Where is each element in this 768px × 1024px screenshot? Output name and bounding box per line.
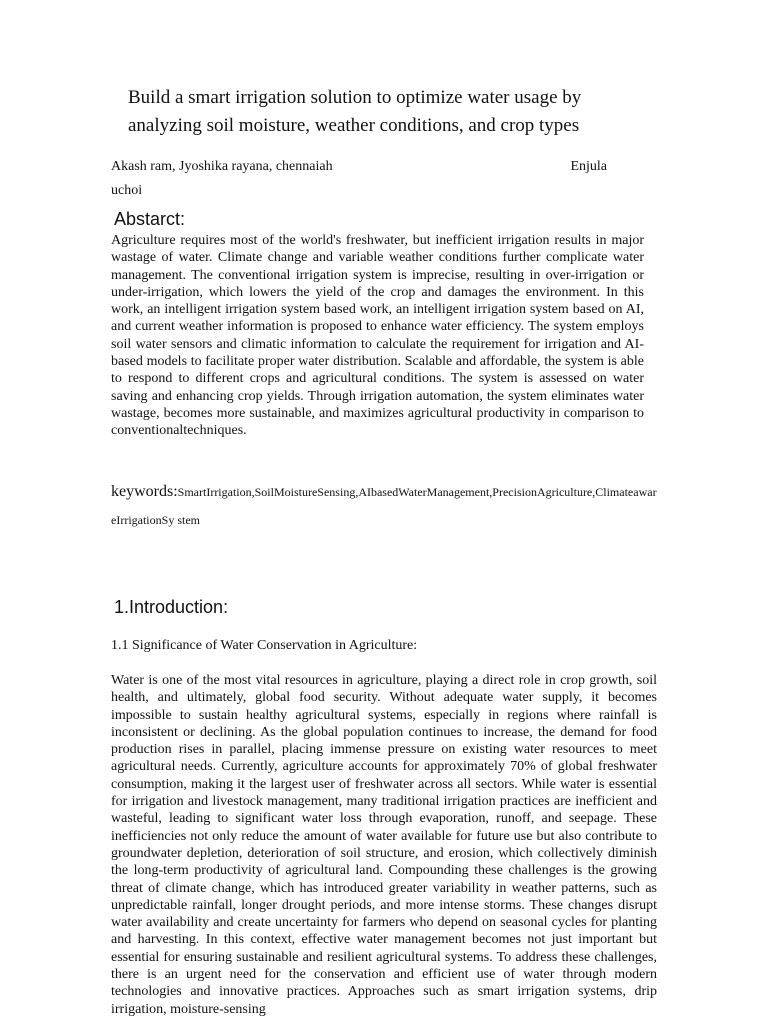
introduction-heading: 1.Introduction: (114, 597, 229, 617)
keywords-list: SmartIrrigation,SoilMoistureSensing,AIbasedWaterManagement,PrecisionAgriculture,ClimateawareIrrigationSy stem (111, 485, 657, 527)
paper-title: Build a smart irrigation solution to optimize water usage by analyzing soil moisture, weather conditions, and crop types (128, 87, 582, 136)
abstract-body: Agriculture requires most of the world's freshwater, but inefficient irrigation results in major wastage of water. Climate change and variable weather conditions further complicate water management. The conventional irrigation system is imprecise, resulting in over-irrigation or under-irrigation, which lowers the yield of the crop and damages the environment. In this work, an intelligent irrigation system based work, an intelligent irrigation system based on AI, and current weather information is proposed to enhance water efficiency. The system employs soil water sensors and climatic information to calculate the requirement for irrigation and AI-based models to facilitate proper water distribution. Scalable and affordable, the system is able to respond to different crops and agricultural conditions. The system is assessed on water saving and enhancing crop yields. Through irrigation automation, the system eliminates water wastage, becomes more sustainable, and maximizes agricultural productivity in comparison to conventionaltechniques. (111, 233, 644, 439)
abstract-heading: Abstarct: (114, 209, 186, 229)
subsection-heading: 1.1 Significance of Water Conservation in Agriculture: (111, 638, 418, 653)
introduction-body: Water is one of the most vital resources in agriculture, playing a direct role in crop growth, soil health, and ultimately, global food security. Without adequate water supply, it becomes impossible to sustain healthy agricultural systems, especially in regions where rainfall is inconsistent or declining. As the global population continues to increase, the demand for food production rises in parallel, placing immense pressure on existing water resources to meet agricultural needs. Currently, agriculture accounts for approximately 70% of global freshwater consumption, making it the largest user of freshwater across all sectors. While water is essential for irrigation and livestock management, many traditional irrigation practices are inefficient and wasteful, leading to significant water loss through evaporation, runoff, and seepage. These inefficiencies not only reduce the amount of water available for future use but also contribute to groundwater depletion, deterioration of soil structure, and erosion, which collectively diminish the long-term productivity of agricultural land. Compounding these challenges is the growing threat of climate change, which has introduced greater variability in weather patterns, such as unpredictable rainfall, longer drought periods, and more intense storms. These changes disrupt water availability and create uncertainty for farmers who depend on seasonal cycles for planting and harvesting. In this context, effective water management becomes not just important but essential for ensuring sustainable and resilient agricultural systems. To address these challenges, there is an urgent need for the conservation and efficient use of water through modern technologies and innovative practices. Approaches such as smart irrigation systems, drip irrigation, moisture-sensing (111, 673, 657, 1017)
author-list (111, 158, 607, 176)
keywords-label: keywords: (111, 483, 178, 500)
author-names: Akash ram, Jyoshika rayana, chennaiah (111, 159, 333, 174)
keywords (111, 478, 659, 534)
author-name-trailing: Enjula (570, 159, 607, 174)
author-list-continuation: uchoi (111, 183, 143, 198)
